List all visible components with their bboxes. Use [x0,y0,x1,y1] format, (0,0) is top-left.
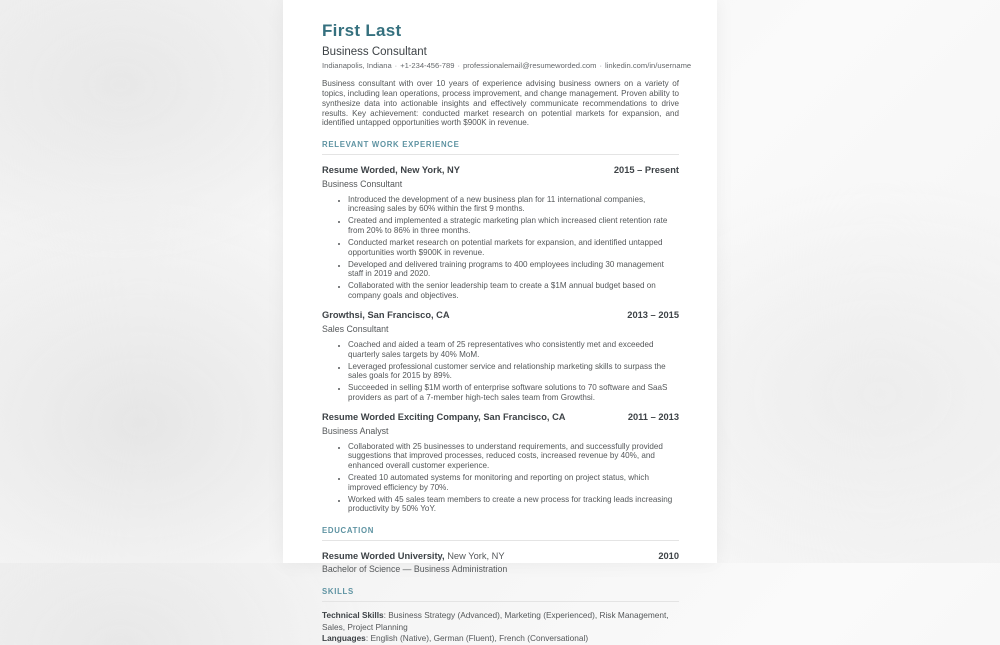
contact-line [322,61,692,70]
job-role: Sales Consultant [322,323,389,334]
job-bullet: • Succeeded in selling $1M worth of enterprise software solutions to 70 software and SaaS providers as part of a 7-member high-tech sales team from Growthsi. [348,383,679,402]
education-section-heading: EDUCATION [322,525,375,535]
resume-page [283,0,717,644]
contact-separator: · [599,61,603,70]
skill-row [322,633,679,645]
job-bullet: • Leveraged professional customer service and relationship marketing skills to surpass the sales goals for 2015 by 89%. [348,362,679,381]
summary-paragraph: Business consultant with over 10 years of experience advising business owners on a variety of topics, including lean operations, process improvement, and change management. Proven ability to synthesize data into actionable insights and effectively communicate recommendations to drive results. Key achievement: conducted market research on potential markets for expansion, and identified untapped opportunities worth $900K in revenue. [322,79,679,128]
experience-section-heading: RELEVANT WORK EXPERIENCE [322,140,460,150]
job-entry [322,310,679,402]
job-company: Resume Worded Exciting Company, San Francisco, CA [322,412,566,423]
job-bullet-list [322,340,679,402]
job-header [322,310,679,322]
job-entry [322,165,679,300]
education-institution [322,551,505,563]
job-bullet: • Collaborated with 25 businesses to understand requirements, and successfully provided suggestions that improved processes, reduced costs, increased revenue by 40%, and enhanced overall customer experience. [348,442,679,471]
skills-block [322,610,679,645]
job-company: Growthsi, San Francisco, CA [322,310,450,321]
skill-row-separator: : [365,633,371,644]
contact-separator: · [394,61,398,70]
job-header [322,165,679,177]
section-divider [322,601,679,602]
job-bullet: • Conducted market research on potential markets for expansion, and identified untapped opportunities worth $900K in revenue. [348,238,679,257]
skill-row-value: Business Strategy (Advanced), Marketing (Experienced), Risk Management, Sales, Project Planning [322,610,669,632]
job-bullet: • Created 10 automated systems for monitoring and reporting on project status, which improved efficiency by 70%. [348,473,679,492]
contact-email: professionalemail@resumeworded.com [463,61,597,70]
job-bullet-list [322,195,679,300]
education-institution-name: Resume Worded University, [322,550,445,561]
skills-section-heading: SKILLS [322,587,354,597]
job-bullet: • Coached and aided a team of 25 representatives who consistently met and exceeded quarterly sales targets by 40% MoM. [348,340,679,359]
job-bullet: • Developed and delivered training programs to 400 employees including 30 management staff in 2019 and 2020. [348,260,679,279]
job-dates: 2015 – Present [613,165,679,176]
section-divider [322,540,679,541]
job-entry [322,412,679,513]
education-degree: Bachelor of Science — Business Administration [322,564,508,575]
contact-separator: · [457,61,460,70]
job-header [322,412,679,424]
resume-header [322,21,692,128]
contact-location: Indianapolis, Indiana [322,61,392,70]
skill-row-separator: : [383,610,389,621]
skill-row-label: Technical Skills [322,610,384,621]
job-bullet: • Created and implemented a strategic marketing plan which increased client retention rate from 20% to 86% in three months. [348,216,679,235]
job-bullet: • Worked with 45 sales team members to create a new process for tracking leads increasing productivity by 50% YoY. [348,495,679,514]
job-dates: 2013 – 2015 [627,310,679,321]
job-bullet: • Collaborated with the senior leadership team to create a $1M annual budget based on company goals and objectives. [348,281,679,300]
education-header [322,551,679,563]
job-bullet-list [322,442,679,514]
contact-linkedin: linkedin.com/in/username [605,61,692,70]
candidate-title: Business Consultant [322,46,427,58]
job-role: Business Analyst [322,425,389,436]
skill-row-value: English (Native), German (Fluent), French (Conversational) [370,633,589,644]
section-divider [322,154,679,155]
job-role: Business Consultant [322,178,403,189]
contact-phone: +1-234-456-789 [400,61,455,70]
skill-row [322,610,679,633]
job-dates: 2011 – 2013 [627,412,679,423]
candidate-name: First Last [322,21,402,40]
skill-row-label: Languages [322,633,366,644]
section-education [322,526,679,576]
education-institution-location: New York, NY [444,550,505,561]
section-skills [322,587,679,645]
education-year: 2010 [658,550,679,561]
job-bullet: • Introduced the development of a new business plan for 11 international companies, increasing sales by 60% within the first 9 months. [348,195,679,214]
job-company: Resume Worded, New York, NY [322,165,460,176]
section-experience [322,140,679,513]
